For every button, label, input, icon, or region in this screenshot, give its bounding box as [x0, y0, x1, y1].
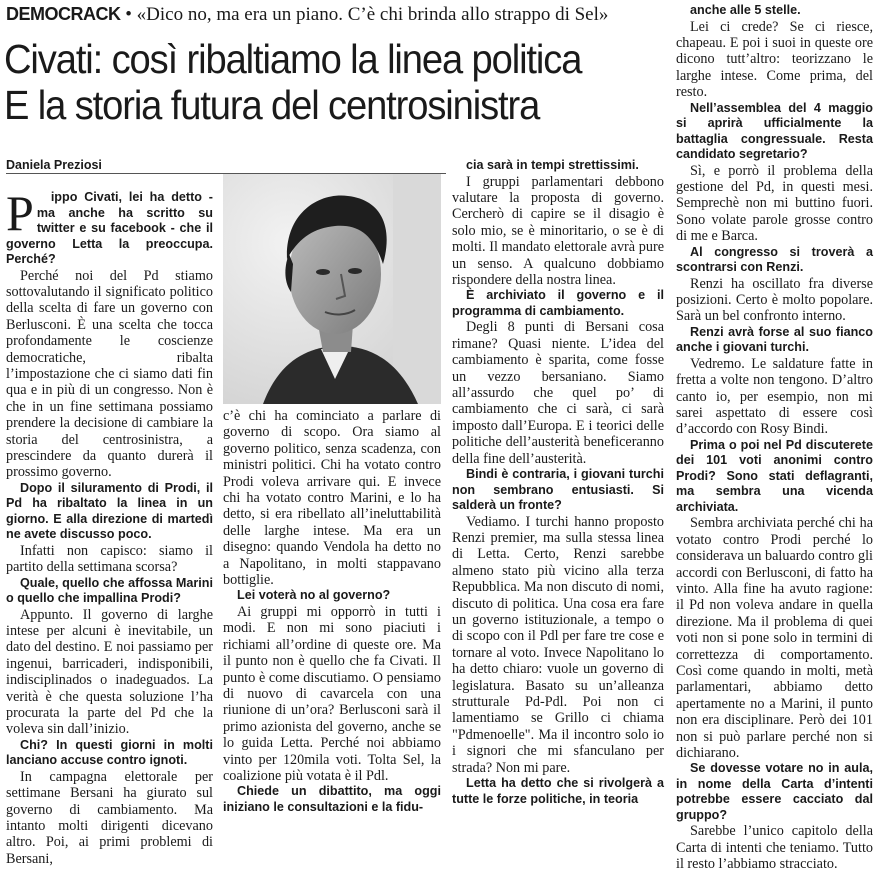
headline: [4, 36, 609, 128]
portrait-photo-icon: [223, 174, 441, 404]
question: ippo Civati, lei ha detto - ma anche ha scritto su twitter e su facebook - che il governo Letta la preoccupa. Perché?: [6, 190, 213, 266]
question: Chi? In questi giorni in molti lanciano accuse contro ignoti.: [6, 737, 213, 768]
answer: Perché noi del Pd stiamo sottovalutando il significato politico della scelta di fare un governo con Berlusconi. È una scelta che tocca profondamente le coscienze democratiche, ribalta l’impostazione che ci siamo dati fin qua e in più di un congresso. Non è che in un fine settimana possiamo prendere la decisione di cambiare la storia del centrosinistra, a prescindere da quanto durerà il prossimo governo.: [6, 267, 213, 481]
question: Dopo il siluramento di Prodi, il Pd ha ribaltato la linea in un giorno. E alla direzione di martedì ne avete discusso poco.: [6, 480, 213, 542]
answer: Vediamo. I turchi hanno proposto Renzi premier, ma sulla stessa linea di Letta. Certo, Renzi sarebbe almeno stato più vicino alla terza Repubblica. Ma non discuto di nomi, discuto di politica. Una cosa era fare un governo istituzionale, a tempo o di scopo con il Pdl per fare tre cose e tornare al voto. Invece Napolitano lo ha detto chiaro: vuole un governo di legislatura. Basato su un’alleanza strutturale Pd-Pdl. Poi non ci lamentiamo se Grillo ci chiama "Pdmenoelle". Ma il incontro solo io i signori che mi sfanculano per strada? Non mi pare.: [452, 513, 664, 776]
answer: I gruppi parlamentari debbono valutare la proposta di governo. Cercherò di capire se il disagio è solo mio, se è minoritario, o se è di molti. Il mandato elettorale avrà pure un senso. A qualcuno dobbiamo rispondere della nostra linea.: [452, 173, 664, 288]
answer: Infatti non capisco: siamo il partito della settimana scorsa?: [6, 542, 213, 576]
section-tag: DEMOCRACK: [6, 4, 121, 24]
question: anche alle 5 stelle.: [690, 3, 801, 17]
portrait-photo: [223, 174, 441, 404]
answer: Vedremo. Le saldature fatte in fretta a volte non tengono. D’altro canto io, per esempio, non mi sarei aspettato di essere così d’accordo con Rosy Bindi.: [676, 355, 873, 438]
answer: Sì, e porrò il problema della gestione del Pd, in questi mesi. Semprechè non mi buttino fuori. Sono volate parole grosse contro di me e Barca.: [676, 162, 873, 245]
question: Lei voterà no al governo?: [237, 588, 391, 603]
question: È archiviato il governo e il programma di cambiamento.: [452, 288, 664, 318]
answer: Sembra archiviata perché chi ha votato contro Prodi perché lo considerava un baluardo contro gli accordi con Berlusconi, di fatto ha vinto. Alla fine ha avuto ragione: il Pd non voleva andare in quella direzione. Ma il problema di quei voti non si pone solo in termini di correttezza di comportamento. Così come quando in molti, metà parlamentari, abbiamo detto apertamente no a Marini, il punto non era disciplinare. Però dei 101 non si può parlare perché non si dichiarano.: [676, 515, 873, 761]
answer: Lei ci crede? Se ci riesce, chapeau. E poi i suoi in queste ore dicono tutt’altro: teorizzano le larghe intese. Come prima, del resto.: [676, 18, 873, 101]
answer: Degli 8 punti di Bersani cosa rimane? Quasi niente. L’idea del cambiamento è sparita, come fosse un vezzo bersaniano. Siamo all’assurdo che quel po’ di cambiamento che ci sarà, ci sarà imposto dall’Europa. E i teorici delle politiche dell’austerità beneficeranno della fine dell’austerità.: [452, 319, 664, 467]
column-3: [452, 158, 664, 807]
answer: In campagna elettorale per settimane Bersani ha giurato sul governo di cambiamento. Ma intanto molti dirigenti dicevano altro. Poi, ai primi problemi di Bersani,: [6, 768, 213, 867]
kicker-bullet: •: [125, 4, 132, 25]
answer: Renzi ha oscillato fra diverse posizioni. Certo è molto popolare. Sarà un bel confronto interno.: [676, 275, 873, 325]
answer: Appunto. Il governo di larghe intese per alcuni è inevitabile, un dato del destino. E noi passiamo per ingenui, barricaderi, indisponibili, indisciplinados o inadeguados. La verità è che questa soluzione l’ha procurata la parte del Pd che la voleva sin dall’inizio.: [6, 606, 213, 738]
dropcap: P: [6, 185, 34, 241]
column-1: [6, 185, 213, 867]
question: Letta ha detto che si rivolgerà a tutte le forze politiche, in teoria: [452, 776, 664, 806]
kicker: [6, 4, 656, 26]
question: cia sarà in tempi strettissimi.: [466, 158, 639, 172]
headline-line-1: Civati: così ribaltiamo la linea politica: [4, 36, 582, 82]
question: Prima o poi nel Pd discuterete dei 101 voti anonimi contro Prodi? Sono stati deflagranti, ma sembra una vicenda archiviata.: [676, 437, 873, 514]
answer: Ai gruppi mi opporrò in tutti i modi. E non mi sono piaciuti i richiami all’ordine di queste ore. Ma il punto non è quello che fa Civati. Il punto è come discutiamo. O pensiamo di nuovo di cavarcela con una riunione di un’ora? Berlusconi sarà il primo azionista del governo, anche se lo guida Letta. Perché noi abbiamo vinto per 120mila voti. Tolta Sel, la coalizione più votata è il Pdl.: [223, 603, 441, 785]
question: Renzi avrà forse al suo fianco anche i giovani turchi.: [676, 324, 873, 355]
question: Quale, quello che affossa Marini o quello che impallina Prodi?: [6, 575, 213, 606]
column-2: [223, 408, 441, 815]
answer: Sarebbe l’unico capitolo della Carta di intenti che teniamo. Tutto il resto l’abbiamo stracciato.: [676, 823, 873, 873]
column-4: [676, 3, 873, 873]
kicker-text: «Dico no, ma era un piano. C’è chi brinda allo strappo di Sel»: [136, 4, 609, 25]
question: Nell’assemblea del 4 maggio si aprirà ufficialmente la battaglia congressuale. Resta candidato segretario?: [676, 100, 873, 162]
question: Chiede un dibattito, ma oggi iniziano le consultazioni e la fidu-: [223, 784, 441, 814]
question: Se dovesse votare no in aula, in nome della Carta d’intenti potrebbe essere cacciato dal gruppo?: [676, 761, 873, 822]
author-byline: Daniela Preziosi: [6, 158, 102, 172]
question: Al congresso si troverà a scontrarsi con Renzi.: [676, 244, 873, 275]
answer: c’è chi ha cominciato a parlare di governo di scopo. Ora siamo al governo politico, senza scadenza, con ministri politici. Chi ha votato contro Prodi voleva arrivare qui. E invece chi ha votato contro Marini, e lo ha detto, si era ribellato all’ineluttabilità delle larghe intese. Ma era un disegno: quando Vendola ha detto no a Napolitano, in molti stappavano bottiglie.: [223, 408, 441, 589]
question: Bindi è contraria, i giovani turchi non sembrano entusiasti. Si salderà un fronte?: [452, 467, 664, 512]
headline-line-2: E la storia futura del centrosinistra: [4, 82, 540, 128]
